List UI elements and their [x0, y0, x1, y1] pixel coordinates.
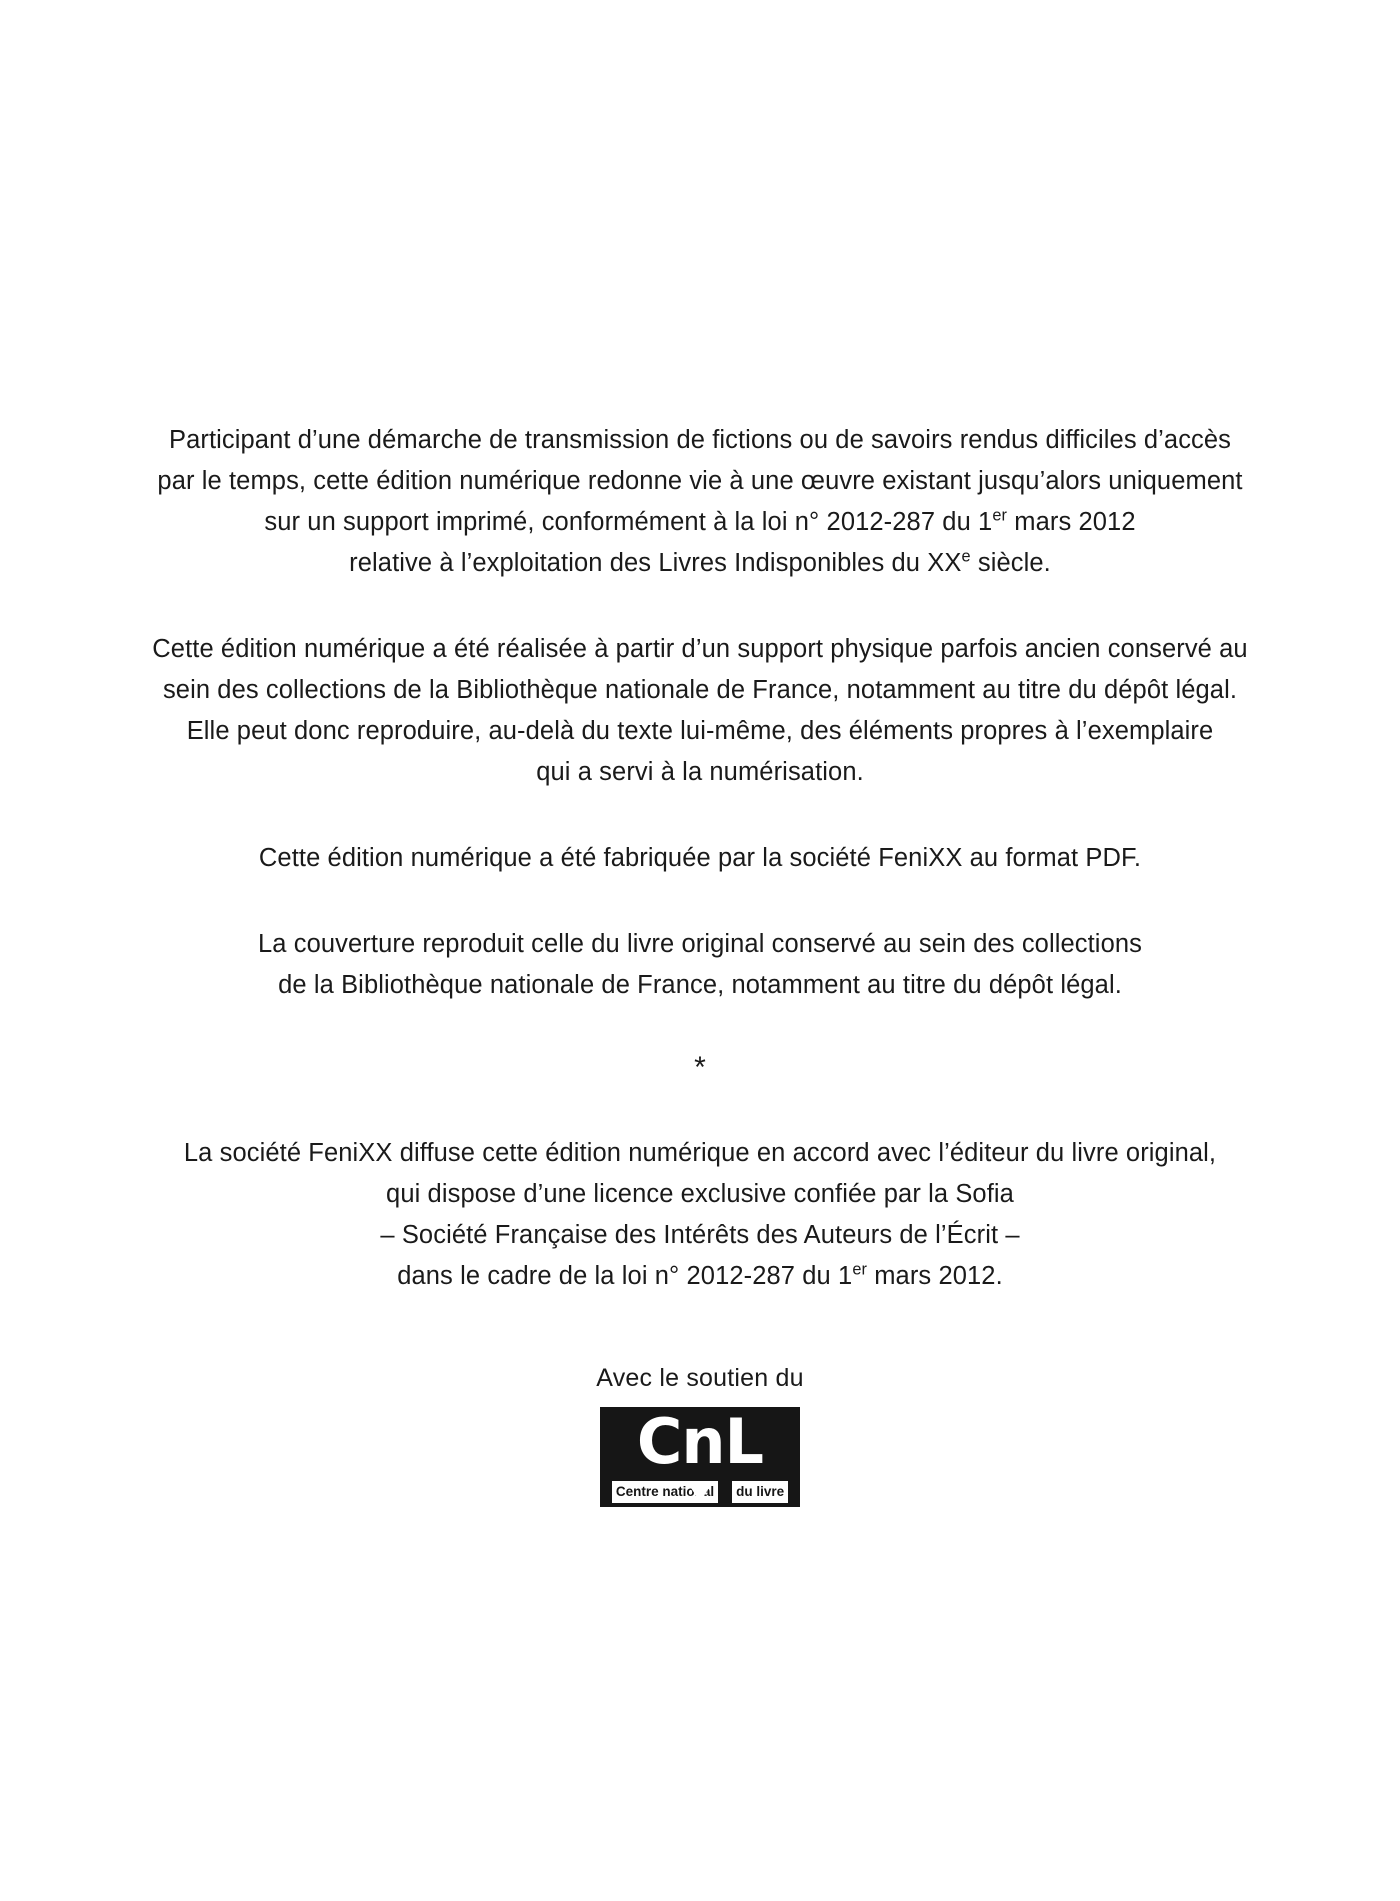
document-content	[0, 420, 1400, 1507]
paragraph-line: – Société Française des Intérêts des Auteurs de l’Écrit –	[380, 1221, 1020, 1249]
paragraph-line: La couverture reproduit celle du livre original conservé au sein des collections	[258, 930, 1142, 958]
line-text: dans le cadre de la loi n° 2012-287 du 1	[397, 1262, 853, 1290]
ordinal-suffix: e	[961, 547, 971, 566]
paragraph-line: Elle peut donc reproduire, au-delà du texte lui-même, des éléments propres à l’exemplaire	[186, 717, 1214, 745]
ordinal-suffix: er	[992, 506, 1008, 525]
paragraph-line: Cette édition numérique a été fabriquée par la société FeniXX au format PDF.	[258, 844, 1142, 872]
line-text: mars 2012	[1007, 508, 1136, 536]
paragraph-line: La société FeniXX diffuse cette édition numérique en accord avec l’éditeur du livre original,	[183, 1139, 1217, 1167]
line-text: sur un support imprimé, conformément à la loi n° 2012-287 du 1	[264, 508, 993, 536]
section-separator: *	[694, 1051, 706, 1084]
line-text: siècle.	[970, 549, 1051, 577]
paragraph-line	[130, 1256, 1270, 1297]
paragraph-diffusion	[130, 1133, 1270, 1297]
paragraph-line: Cette édition numérique a été réalisée à partir d’un support physique parfois ancien conservé au	[152, 635, 1248, 663]
line-text: mars 2012.	[867, 1262, 1003, 1290]
paragraph-line	[130, 543, 1270, 584]
cnl-subtitle-left: Centre national	[612, 1481, 718, 1503]
cnl-subtitle-right: du livre	[732, 1481, 788, 1503]
line-text: relative à l’exploitation des Livres Indisponibles du XX	[349, 549, 962, 577]
paragraph-line	[130, 502, 1270, 543]
paragraph-line: qui a servi à la numérisation.	[536, 758, 864, 786]
paragraph-line: de la Bibliothèque nationale de France, notamment au titre du dépôt légal.	[278, 971, 1122, 999]
paragraph-line: par le temps, cette édition numérique redonne vie à une œuvre existant jusqu’alors uniquement	[157, 467, 1243, 495]
paragraph-line: qui dispose d’une licence exclusive confiée par la Sofia	[386, 1180, 1014, 1208]
paragraph-line: Participant d’une démarche de transmission de fictions ou de savoirs rendus difficiles d’accès	[168, 426, 1232, 454]
support-label: Avec le soutien du	[596, 1364, 804, 1392]
paragraph-line: sein des collections de la Bibliothèque nationale de France, notamment au titre du dépôt légal.	[162, 676, 1238, 704]
paragraph-fabrication	[130, 838, 1270, 879]
support-section	[0, 1363, 1400, 1507]
cnl-logo	[600, 1407, 800, 1507]
paragraph-support-physique	[130, 629, 1270, 793]
cnl-tick-icon	[691, 1488, 709, 1502]
paragraph-couverture	[130, 924, 1270, 1006]
cnl-acronym: CnL	[636, 1405, 764, 1478]
ordinal-suffix: er	[852, 1260, 868, 1279]
paragraph-transmission	[130, 420, 1270, 584]
